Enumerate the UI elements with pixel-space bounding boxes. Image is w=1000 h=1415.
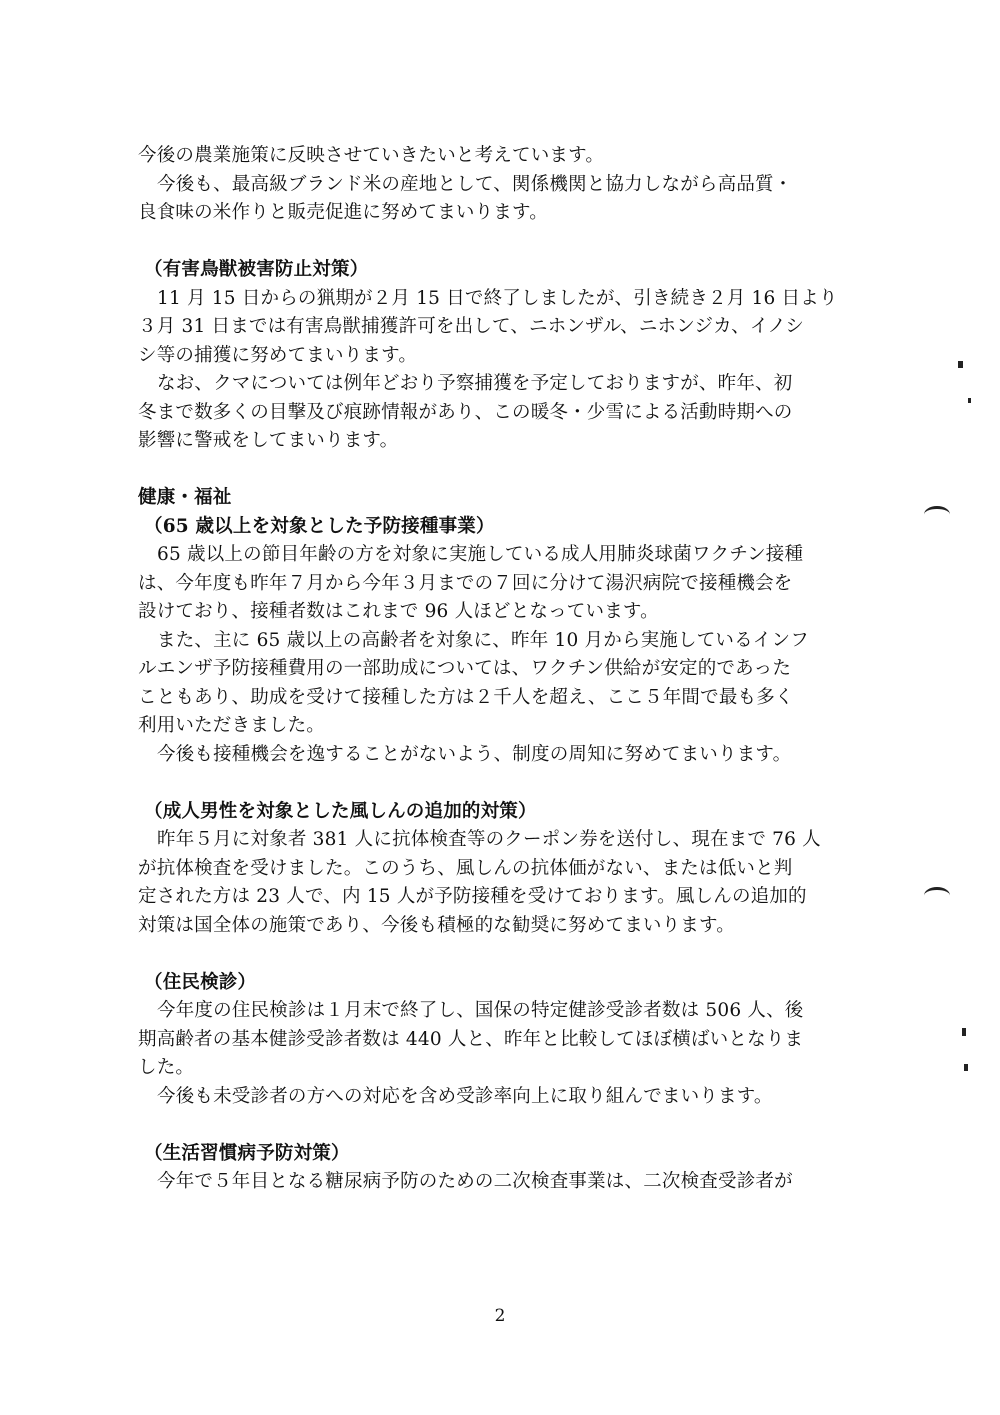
- paragraph-line: 期高齢者の基本健診受診者数は 440 人と、昨年と比較してほぼ横ばいとなりま: [138, 1028, 804, 1050]
- scan-speck-icon: [968, 398, 971, 403]
- scan-arc-icon: [924, 506, 950, 523]
- paragraph-line: 今後も、最高級ブランド米の産地として、関係機関と協力しながら高品質・: [157, 173, 793, 195]
- section-heading-pest-control: （有害鳥獣被害防止対策）: [144, 259, 369, 280]
- paragraph-line: は、今年度も昨年７月から今年３月までの７回に分けて湯沢病院で接種機会を: [138, 572, 793, 594]
- paragraph-line: 今後の農業施策に反映させていきたいと考えています。: [138, 145, 605, 166]
- paragraph-line: 定された方は 23 人で、内 15 人が予防接種を受けております。風しんの追加的: [138, 886, 807, 907]
- paragraph-line: 今後も接種機会を逸することがないよう、制度の周知に努めてまいります。: [157, 743, 792, 765]
- paragraph-line: 今年度の住民検診は１月末で終了し、国保の特定健診受診者数は 506 人、後: [157, 1000, 804, 1021]
- blank-line: [138, 228, 860, 257]
- paragraph-line: 影響に警戒をしてまいります。: [138, 430, 399, 451]
- paragraph-line: 昨年５月に対象者 381 人に抗体検査等のクーポン券を送付し、現在まで 76 人: [157, 829, 821, 850]
- section-heading-lifestyle-disease: （生活習慣病予防対策）: [144, 1142, 350, 1164]
- scan-speck-icon: [958, 361, 963, 368]
- scan-speck-icon: [962, 1028, 966, 1036]
- paragraph-line: シ等の捕獲に努めてまいります。: [138, 344, 418, 366]
- paragraph-line: ３月 31 日までは有害鳥獣捕獲許可を出して、ニホンザル、ニホンジカ、イノシ: [138, 316, 805, 337]
- section-heading-vaccination: （65 歳以上を対象とした予防接種事業）: [144, 515, 495, 537]
- blank-line: [138, 1111, 860, 1140]
- paragraph-line: した。: [138, 1057, 195, 1078]
- scan-speck-icon: [964, 1064, 968, 1071]
- blank-line: [138, 940, 860, 969]
- paragraph-line: 11 月 15 日からの猟期が２月 15 日で終了しましたが、引き続き２月 16 日より: [157, 287, 838, 309]
- paragraph-line: 今年で５年目となる糖尿病予防のための二次検査事業は、二次検査受診者が: [157, 1171, 793, 1192]
- paragraph-line: また、主に 65 歳以上の高齢者を対象に、昨年 10 月から実施しているインフ: [157, 629, 809, 651]
- paragraph-line: 利用いただきました。: [138, 715, 326, 736]
- blank-line: [138, 456, 860, 485]
- scan-arc-icon: [924, 887, 950, 904]
- paragraph-line: 今後も未受診者の方への対応を含め受診率向上に取り組んでまいります。: [157, 1085, 773, 1107]
- blank-line: [138, 769, 860, 798]
- paragraph-line: 良食味の米作りと販売促進に努めてまいります。: [138, 202, 548, 223]
- paragraph-line: が抗体検査を受けました。このうち、風しんの抗体価がない、または低いと判: [138, 857, 793, 879]
- section-heading-rubella: （成人男性を対象とした風しんの追加的対策）: [144, 800, 537, 822]
- page-number: 2: [494, 1306, 506, 1326]
- paragraph-line: なお、クマについては例年どおり予察捕獲を予定しておりますが、昨年、初: [157, 373, 793, 394]
- paragraph-line: 設けており、接種者数はこれまで 96 人ほどとなっています。: [138, 601, 659, 622]
- paragraph-line: ルエンザ予防接種費用の一部助成については、ワクチン供給が安定的であった: [138, 658, 792, 679]
- paragraph-line: 冬まで数多くの目撃及び痕跡情報があり、この暖冬・少雪による活動時期への: [138, 401, 793, 423]
- paragraph-line: こともあり、助成を受けて接種した方は２千人を超え、ここ５年間で最も多く: [138, 686, 794, 708]
- section-heading-resident-checkup: （住民検診）: [144, 971, 257, 993]
- document-body: [138, 142, 860, 1197]
- paragraph-line: 65 歳以上の節目年齢の方を対象に実施している成人用肺炎球菌ワクチン接種: [157, 544, 804, 565]
- paragraph-line: 対策は国全体の施策であり、今後も積極的な勧奨に努めてまいります。: [138, 914, 735, 936]
- section-title-health-welfare: 健康・福祉: [138, 487, 232, 508]
